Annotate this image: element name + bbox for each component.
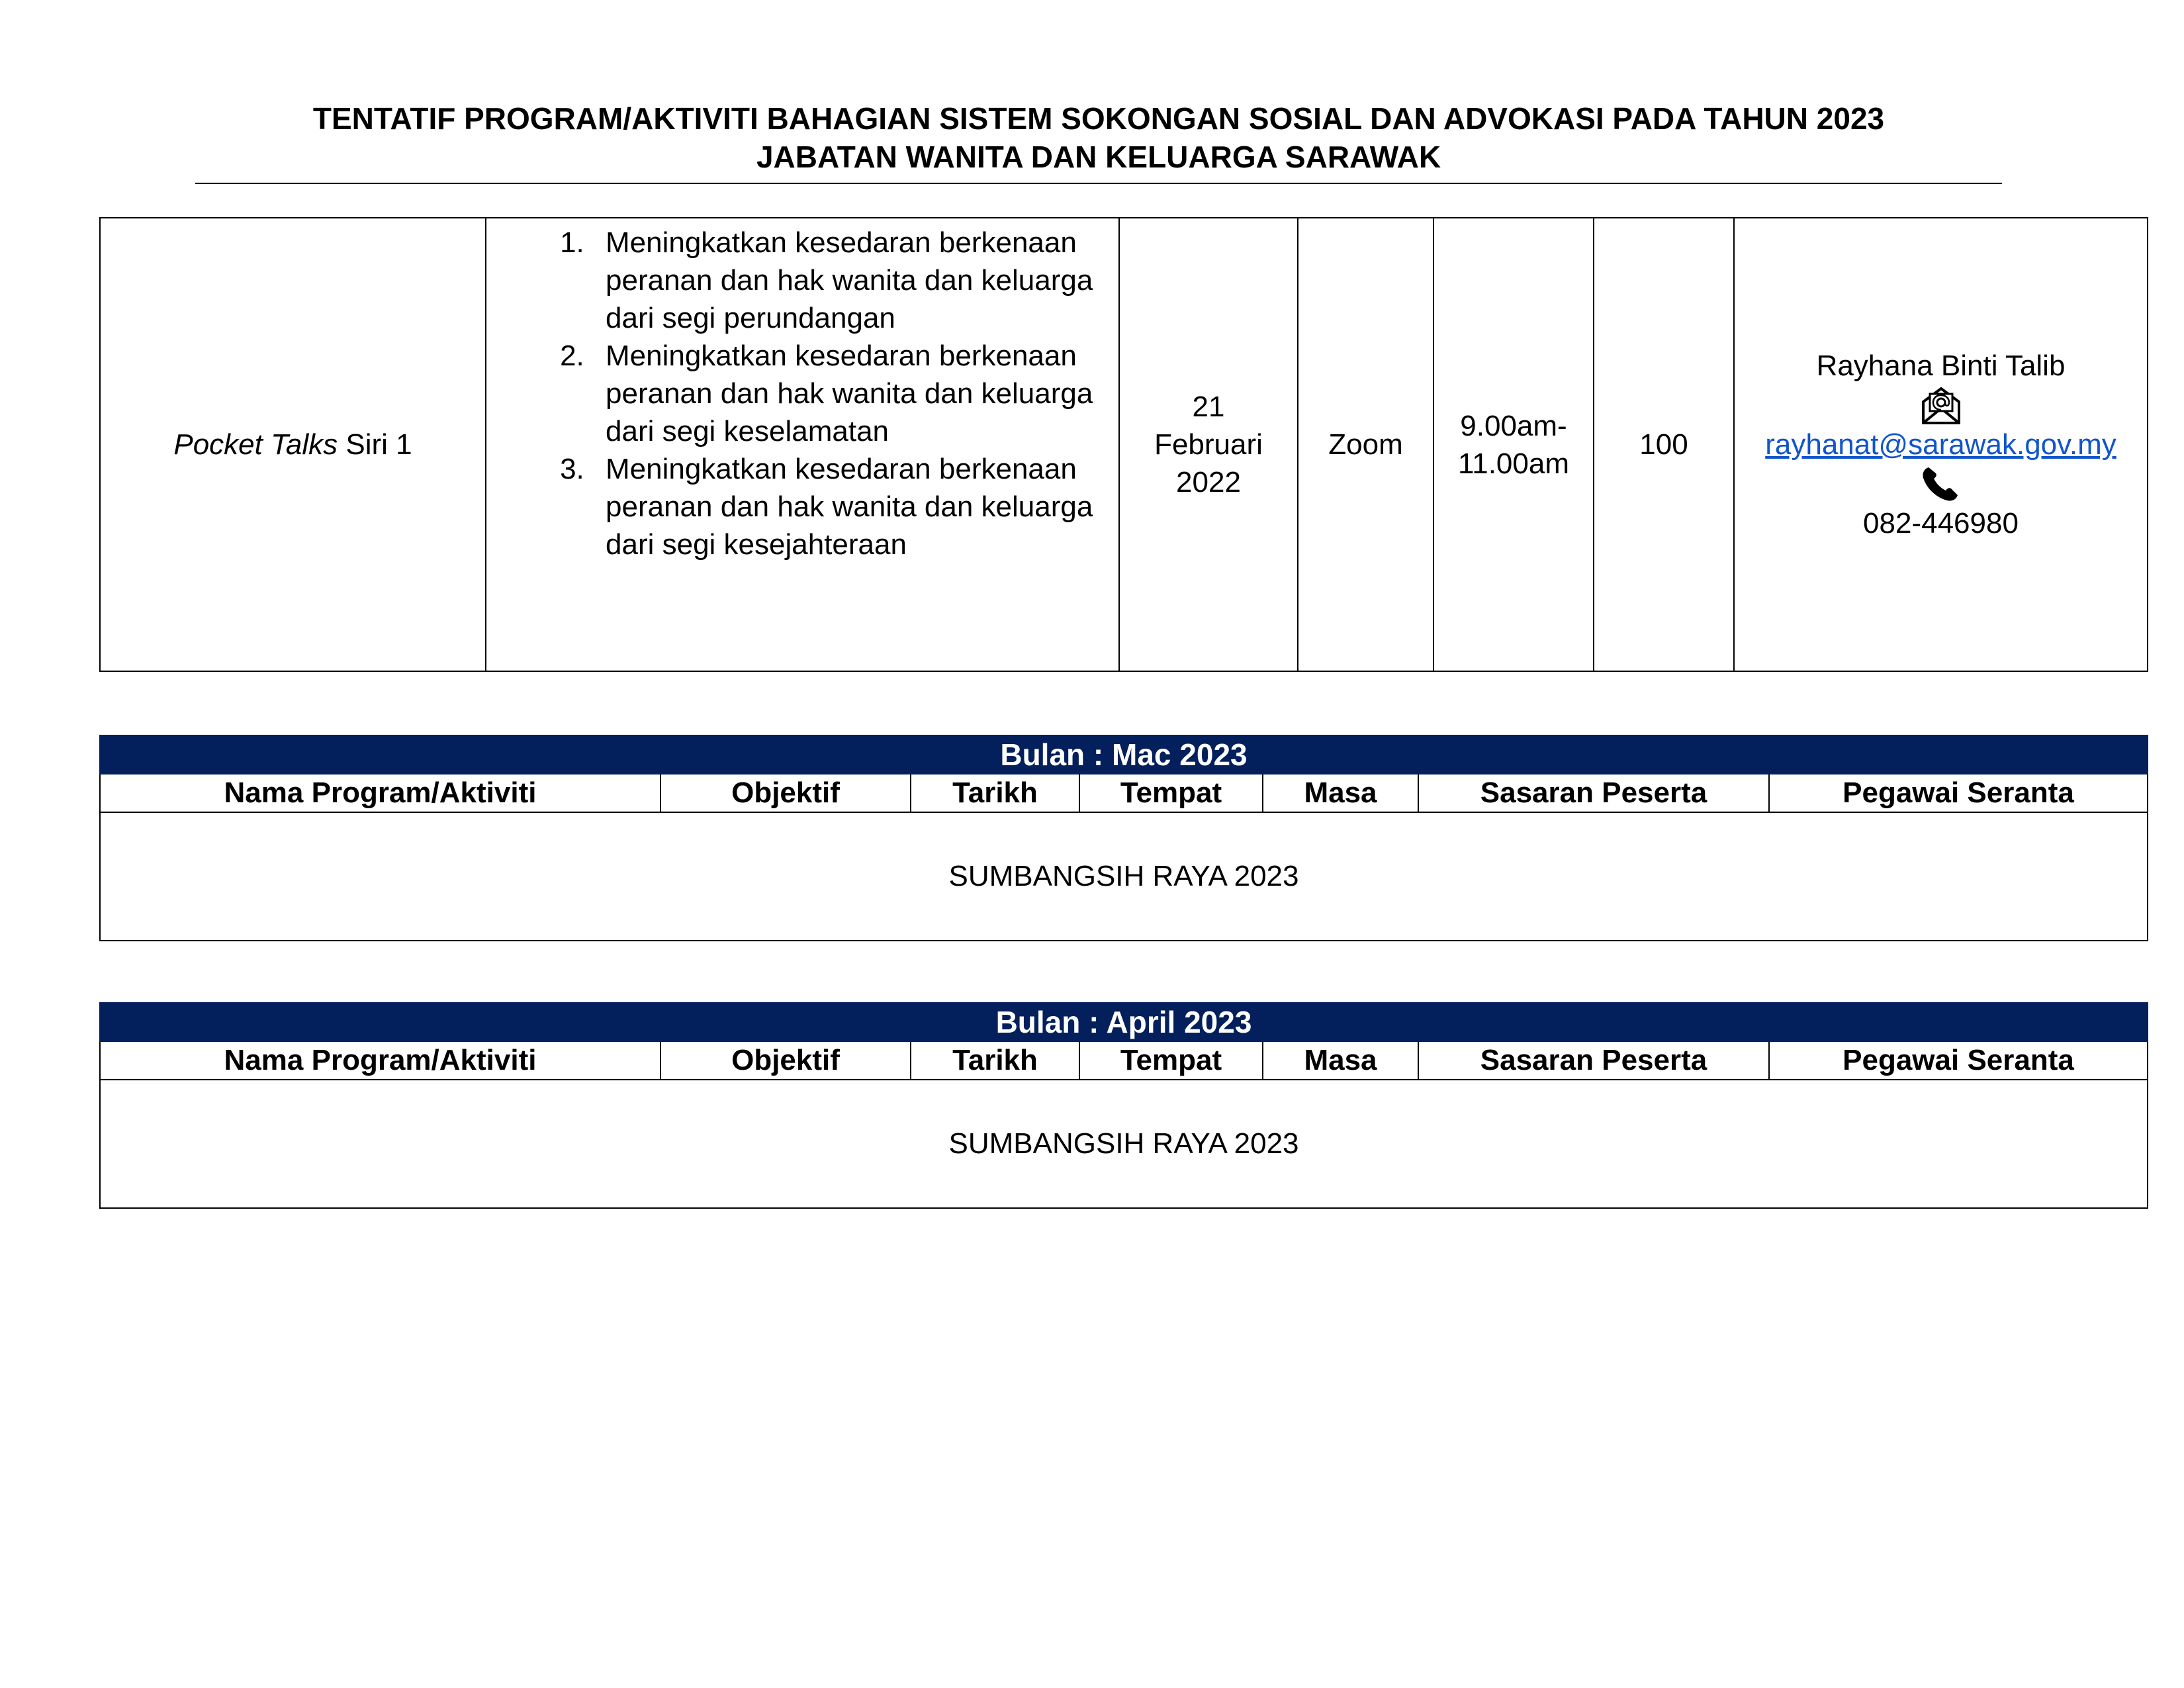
month-band: Bulan : Mac 2023 — [100, 735, 2148, 774]
month-body: SUMBANGSIH RAYA 2023 — [100, 1080, 2148, 1208]
activity-name — [100, 218, 486, 671]
phone-icon — [1918, 463, 1964, 504]
column-header: Pegawai Seranta — [1769, 774, 2148, 812]
table-row — [100, 774, 2148, 812]
objective-cell — [486, 218, 1119, 671]
date-day: 21 — [1192, 391, 1225, 423]
date-cell — [1119, 218, 1298, 671]
table-row — [100, 218, 2148, 671]
column-header: Objektif — [660, 774, 911, 812]
time-cell — [1433, 218, 1594, 671]
column-header: Objektif — [660, 1041, 911, 1080]
activity-table — [99, 217, 2148, 672]
page-title: TENTATIF PROGRAM/AKTIVITI BAHAGIAN SISTEM SOKONGAN SOSIAL DAN ADVOKASI PADA TAHUN 2023 — [312, 101, 1885, 136]
date-month: Februari — [1154, 428, 1263, 461]
time-start: 9.00am- — [1460, 409, 1567, 442]
list-item: 3. Meningkatkan kesedaran berkenaan peranan dan hak wanita dan keluarga dari segi kesejahteraan — [592, 450, 1107, 563]
month-table-april — [99, 1002, 2148, 1209]
officer-name: Rayhana Binti Talib — [1816, 349, 2066, 382]
column-header: Tempat — [1079, 774, 1263, 812]
column-header: Pegawai Seranta — [1769, 1041, 2148, 1080]
envelope-at-icon — [1918, 385, 1964, 426]
column-header: Nama Program/Aktiviti — [100, 1041, 660, 1080]
activity-name-rest: Siri 1 — [338, 428, 412, 461]
date-year: 2022 — [1176, 466, 1241, 498]
column-header: Tarikh — [911, 1041, 1079, 1080]
column-header: Nama Program/Aktiviti — [100, 774, 660, 812]
list-item: 2. Meningkatkan kesedaran berkenaan peranan dan hak wanita dan keluarga dari segi keselamatan — [592, 337, 1107, 450]
page-header — [195, 99, 2002, 184]
column-header: Masa — [1263, 1041, 1418, 1080]
officer-email-link[interactable]: rayhanat@sarawak.gov.my — [1765, 428, 2116, 461]
column-header: Tarikh — [911, 774, 1079, 812]
objective-list — [546, 224, 1107, 563]
venue-cell: Zoom — [1298, 218, 1433, 671]
page-subtitle: JABATAN WANITA DAN KELUARGA SARAWAK — [756, 140, 1441, 174]
table-row — [100, 1041, 2148, 1080]
column-header: Sasaran Peserta — [1418, 774, 1769, 812]
officer-phone: 082-446980 — [1863, 507, 2019, 540]
officer-cell — [1734, 218, 2148, 671]
activity-name-italic: Pocket Talks — [173, 428, 338, 461]
column-header: Masa — [1263, 774, 1418, 812]
column-header: Tempat — [1079, 1041, 1263, 1080]
list-item: 1. Meningkatkan kesedaran berkenaan peranan dan hak wanita dan keluarga dari segi perundangan — [592, 224, 1107, 337]
participants-cell: 100 — [1594, 218, 1734, 671]
table-row — [100, 1080, 2148, 1208]
month-band: Bulan : April 2023 — [100, 1003, 2148, 1041]
table-row — [100, 812, 2148, 941]
month-body: SUMBANGSIH RAYA 2023 — [100, 812, 2148, 941]
month-table-mac — [99, 735, 2148, 941]
column-header: Sasaran Peserta — [1418, 1041, 1769, 1080]
time-end: 11.00am — [1458, 447, 1569, 480]
table-row — [100, 1003, 2148, 1041]
table-row — [100, 735, 2148, 774]
